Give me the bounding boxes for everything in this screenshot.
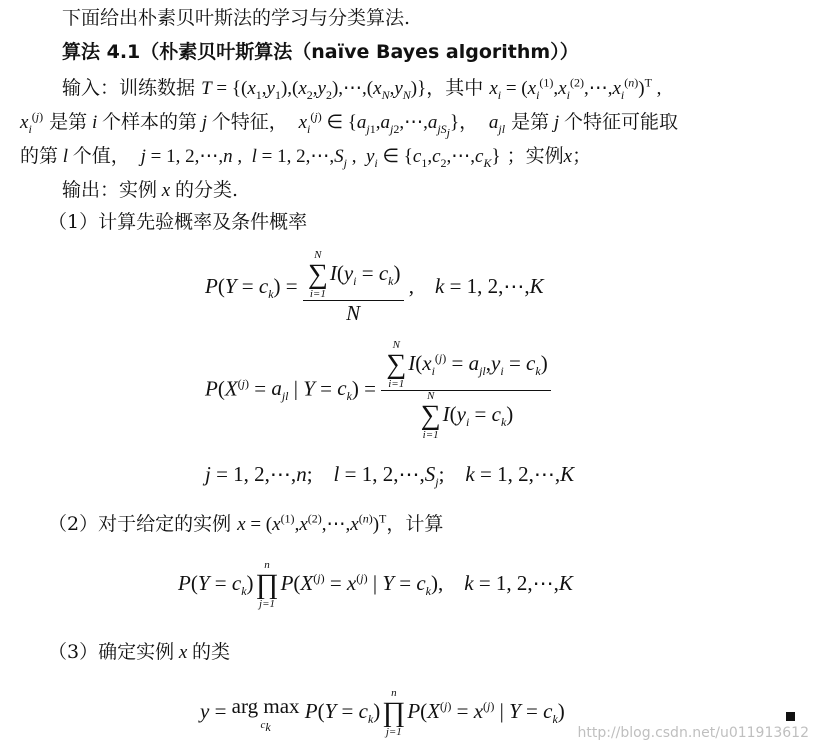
prior-probability-formula: $P(Y = c_k)$ = N ∑ i=1 $I(y_i = c_k)$ N , k = 1, 2,⋯,K <box>205 249 544 325</box>
input-line-1 <box>62 76 661 101</box>
input-text-9: 个值， <box>72 145 130 167</box>
input-text-5: 个特征， <box>211 111 288 133</box>
xi-formula: $x_i$ = $(x_i^{(1)},x_i^{(2)},\cdots,x_i^{(n)})^T$ , <box>489 75 662 102</box>
input-text-4: 个样本的第 <box>101 111 197 133</box>
input-line-2: $x_i^{(j)}$ 是第 i 个样本的第 j 个特征， $x_i^{(j)}$ ∈ $\{a_{j1},a_{j2},\cdots,a_{jS_j}\}$， $a_{jl}$ 是第 j 个特征可能取 <box>20 109 678 140</box>
training-data-formula: $T = \{(x_1,y_1),(x_2,y_2),\cdots,(x_N,y_N)\}$ <box>201 78 427 102</box>
output-text-2: 的分类. <box>174 179 238 201</box>
watermark-url: http://blog.csdn.net/u011913612 <box>577 725 809 741</box>
argmax-formula: y = arg max $c_k$ $P(Y = c_k)$ n ∏ j=1 $P(X^{(j)} = x^{(j)}$ | $Y = c_k$) <box>200 687 565 738</box>
input-line-3: 的第 l 个值， j = 1, 2,⋯,n , l = 1, $2,\cdots,S_j$ , $y_i$ ∈ $\{c_1,c_2,\cdots,c_K\}$ ；实例x； <box>20 145 592 170</box>
input-text-2: ，其中 <box>426 77 484 99</box>
input-text-3: 是第 <box>49 111 88 133</box>
conditional-index-ranges: j = 1, 2,⋯,n; l = 1, $2,\cdots,S_j$; k = 1, 2,⋯,K <box>205 462 575 490</box>
input-text-1: 训练数据 <box>119 77 196 99</box>
output-line: 输出：实例 x 的分类. <box>62 179 238 201</box>
step-1-heading: （1）计算先验概率及条件概率 <box>48 211 308 233</box>
intro-sentence: 下面给出朴素贝叶斯法的学习与分类算法. <box>62 7 411 29</box>
feature-value-set-formula: $x_i^{(j)}$ ∈ $\{a_{j1},a_{j2},\cdots,a_{jS_j}\}$ <box>298 109 460 140</box>
step-3-heading: （3）确定实例 x 的类 <box>48 641 231 663</box>
end-of-proof-square-icon <box>786 712 795 721</box>
conditional-probability-formula: $P(X^{(j)} = a_{jl}$ | $Y = c_k$) = N ∑ i=1 $I(x_i^{(j)} = a_{jl},y_i = c_k)$ N ∑ i=1 $I(y_i = c_k)$ <box>205 340 551 441</box>
posterior-product-formula: $P(Y = c_k)$ n ∏ j=1 $P(X^{(j)} = x^{(j)}$ | $Y = c_k$), k = 1, 2,⋯,K <box>178 559 573 610</box>
input-text-6: 是第 <box>511 111 550 133</box>
output-text: 输出：实例 <box>62 179 158 201</box>
input-text-7: 个特征可能取 <box>563 111 678 133</box>
algorithm-title: 算法 4.1（朴素贝叶斯算法（naïve Bayes algorithm）） <box>62 41 579 63</box>
input-text-8: 的第 <box>20 145 59 167</box>
input-label: 输入： <box>62 77 120 99</box>
input-text-10: ；实例 <box>506 145 564 167</box>
index-ranges-formula: j = 1, 2,⋯,n , l = 1, $2,\cdots,S_j$ , $y_i$ ∈ $\{c_1,c_2,\cdots,c_K\}$ <box>140 146 501 170</box>
step-2-heading: （2）对于给定的实例 $x = (x^{(1)},x^{(2)},\cdots,x^{(n)})^T$，计算 <box>48 511 444 535</box>
